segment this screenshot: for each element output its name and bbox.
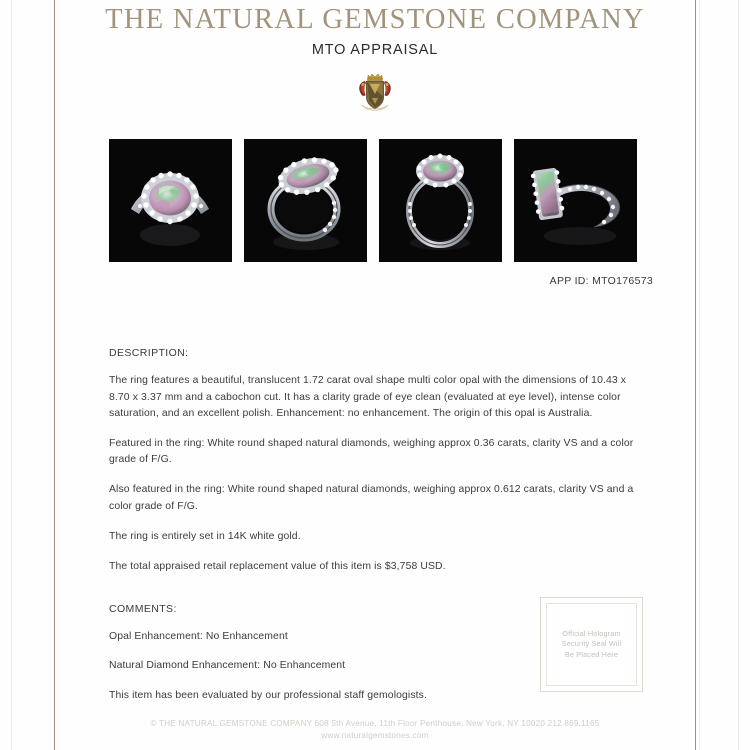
ring-photo-three-quarter-view[interactable] <box>244 139 367 262</box>
comments-heading: COMMENTS: <box>109 603 177 616</box>
ring-photo-top-view[interactable] <box>109 139 232 262</box>
footer-company-address: © THE NATURAL GEMSTONE COMPANY 608 5th Avenue, 11th Floor Penthouse, New York, NY 10020 212.869.1165 <box>150 719 600 728</box>
ring-image-gallery <box>55 139 695 262</box>
description-paragraph-opal: The ring features a beautiful, translucent 1.72 carat oval shape multi color opal with the dimensions of 10.43 x 8.70 x 3.37 mm and a cabochon cut. It has a clarity grade of eye clean (evaluated at eye level), intense color saturation, and an excellent polish. Enhancement: no enhancement. The origin of this opal is Australia. <box>109 375 627 419</box>
brand-title: THE NATURAL GEMSTONE COMPANY <box>105 4 645 35</box>
ring-photo-front-upright-view[interactable] <box>379 139 502 262</box>
comment-gemologist-note: This item has been evaluated by our professional staff gemologists. <box>109 689 428 701</box>
hologram-seal-inner-border <box>546 603 637 686</box>
document-subtitle: MTO APPRAISAL <box>311 42 439 59</box>
description-paragraph-diamonds-primary: Featured in the ring: White round shaped natural diamonds, weighing approx 0.36 carats, clarity VS and a color grade of F/G. <box>109 437 634 466</box>
hologram-seal-line-2: Security Seal Will <box>561 639 622 649</box>
description-paragraph-metal: The ring is entirely set in 14K white gold. <box>109 530 301 542</box>
document-footer <box>55 718 695 742</box>
hologram-seal-text <box>562 629 621 661</box>
hologram-seal-line-1: Official Hologram <box>562 628 621 638</box>
hologram-seal-line-3: Be Placed Here <box>564 649 619 659</box>
frame-rule-right-mid <box>699 0 700 750</box>
description-heading: DESCRIPTION: <box>109 347 189 360</box>
description-paragraph-value: The total appraised retail replacement value of this item is $3,758 USD. <box>109 560 446 572</box>
ring-photo-side-profile-view[interactable] <box>514 139 637 262</box>
crest-container <box>55 71 695 117</box>
frame-rule-left-outer <box>11 0 12 750</box>
hologram-seal-placeholder <box>540 597 643 692</box>
heraldic-crest-icon <box>355 71 395 117</box>
appraisal-document <box>55 0 695 750</box>
description-paragraph-diamonds-secondary: Also featured in the ring: White round shaped natural diamonds, weighing approx 0.612 carats, clarity VS and a color grade of F/G. <box>109 484 634 512</box>
frame-rule-right-inner <box>695 0 696 750</box>
comment-diamond-enhancement: Natural Diamond Enhancement: No Enhancement <box>109 660 346 672</box>
footer-website[interactable]: www.naturalgemstones.com <box>321 731 429 740</box>
comment-opal-enhancement: Opal Enhancement: No Enhancement <box>109 631 288 643</box>
app-id-label: APP ID: MTO176573 <box>549 275 653 288</box>
document-header <box>55 0 695 58</box>
frame-rule-right-outer <box>738 0 739 750</box>
